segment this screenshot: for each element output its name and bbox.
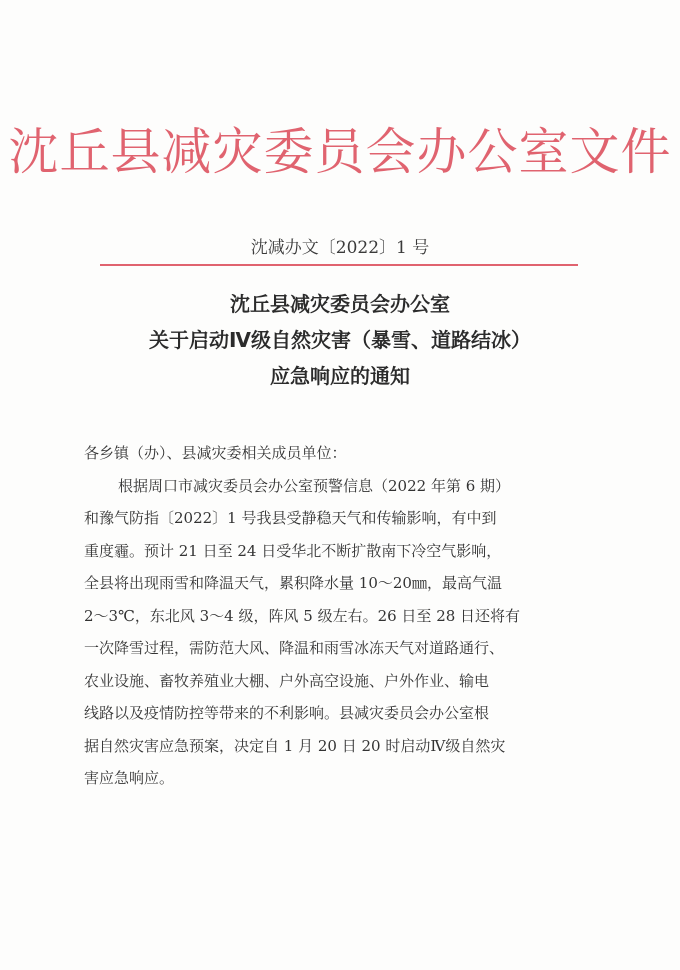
body-line: 根据周口市减灾委员会办公室预警信息（2022 年第 6 期） [118, 476, 511, 495]
body-line: 害应急响应。 [84, 769, 175, 787]
header-divider [100, 264, 578, 266]
salutation: 各乡镇（办）、县减灾委相关成员单位： [84, 444, 347, 462]
body-line: 据自然灾害应急预案，决定自 1 月 20 日 20 时启动Ⅳ级自然灾 [84, 736, 506, 755]
document-header-title: 沈丘县减灾委员会办公室文件 [8, 123, 672, 181]
body-line: 全县将出现雨雪和降温天气，累积降水量 10～20㎜，最高气温 [84, 574, 502, 592]
body-line: 线路以及疫情防控等带来的不利影响。县减灾委员会办公室根 [84, 704, 490, 722]
notice-title-line-3: 应急响应的通知 [270, 364, 410, 388]
body-line: 重度霾。预计 21 日至 24 日受华北不断扩散南下冷空气影响， [84, 541, 502, 560]
body-line: 一次降雪过程，需防范大风、降温和雨雪冰冻天气对道路通行、 [84, 639, 505, 657]
document-number: 沈减办文〔2022〕1 号 [250, 238, 430, 258]
notice-title-line-2: 关于启动Ⅳ级自然灾害（暴雪、道路结冰） [149, 328, 531, 352]
notice-body [84, 437, 594, 795]
body-line: 和豫气防指〔2022〕1 号我县受静稳天气和传输影响，有中到 [84, 509, 497, 527]
notice-title [0, 286, 680, 394]
body-line: 2～3℃，东北风 3～4 级，阵风 5 级左右。26 日至 28 日还将有 [84, 606, 521, 625]
body-line: 农业设施、畜牧养殖业大棚、户外高空设施、户外作业、输电 [84, 671, 490, 690]
notice-title-line-1: 沈丘县减灾委员会办公室 [230, 292, 450, 316]
